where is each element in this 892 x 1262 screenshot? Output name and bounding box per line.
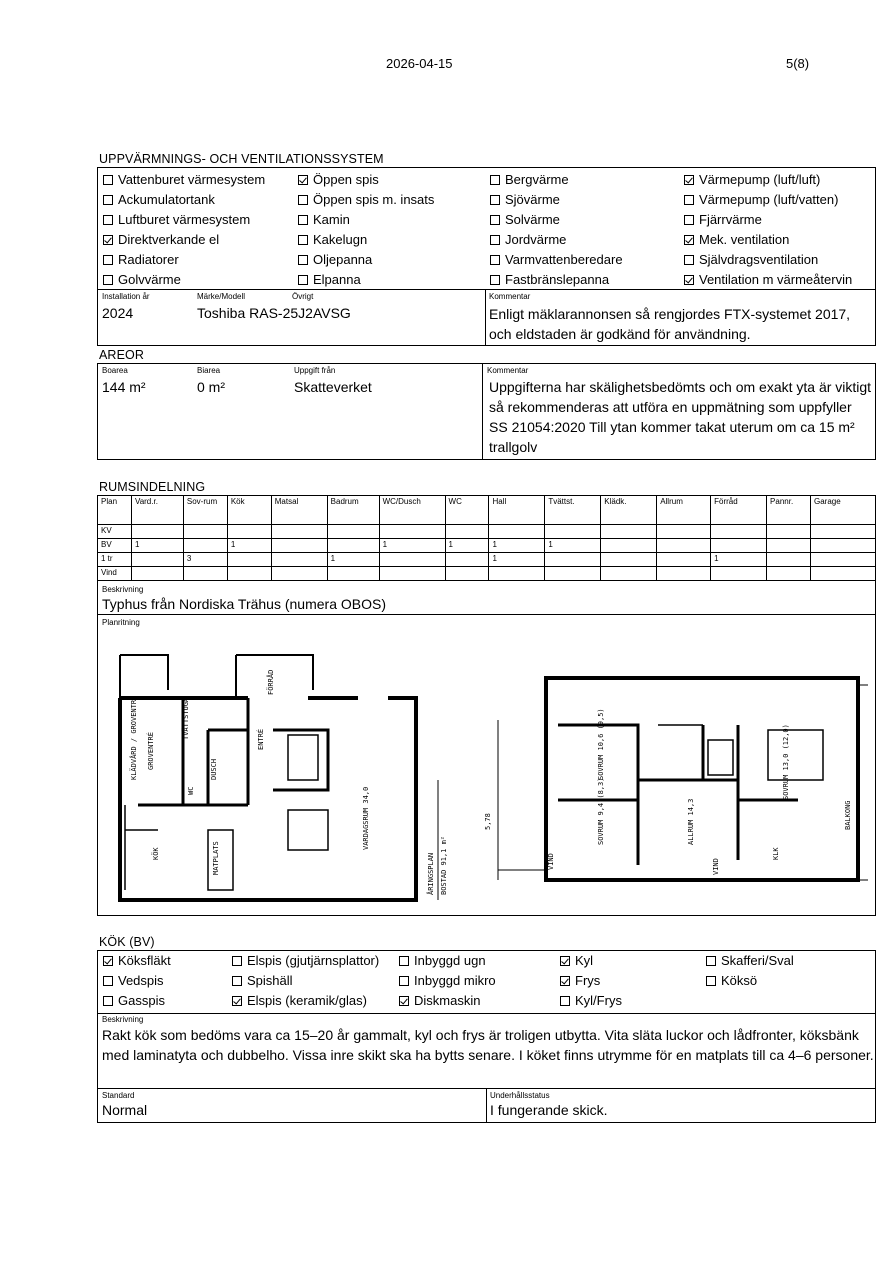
rooms-cell	[327, 567, 379, 581]
floorplan-room-label: VIND	[547, 853, 555, 870]
checkbox-icon	[103, 996, 113, 1006]
kitchen-option	[706, 973, 757, 988]
heating-option	[684, 252, 818, 267]
rooms-cell	[489, 567, 545, 581]
rooms-cell	[445, 525, 489, 539]
heating-option-label: Vattenburet värmesystem	[118, 172, 266, 187]
checked-checkbox-icon	[103, 235, 113, 245]
kitchen-option	[232, 973, 293, 988]
checkbox-icon	[490, 215, 500, 225]
floorplan-room-label: GROVENTRÉ	[147, 732, 155, 770]
checkbox-icon	[298, 255, 308, 265]
heating-option	[103, 192, 215, 207]
rooms-cell	[601, 567, 657, 581]
rooms-cell	[657, 553, 711, 567]
heating-option	[298, 272, 361, 287]
heating-option	[103, 172, 265, 187]
rooms-cell	[327, 539, 379, 553]
checkbox-icon	[298, 235, 308, 245]
floorplan-room-label: KLÄDVÅRD / GROVENTRÉ	[130, 695, 138, 780]
kitchen-option-label: Vedspis	[118, 973, 164, 988]
heating-option-label: Solvärme	[505, 212, 560, 227]
areas-comment: Uppgifterna har skälighetsbedömts och om exakt yta är viktigt så rekommenderas att utföra en uppmätning som uppfyller SS 21054:2020 Till ytan kommer takat uterum om ca 15 m² trallgolv	[489, 379, 872, 455]
rooms-column-header: Kök	[227, 496, 271, 525]
install-year: 2024	[102, 305, 134, 321]
checkbox-icon	[490, 235, 500, 245]
heating-option	[103, 252, 179, 267]
kitchen-option	[560, 993, 622, 1008]
checkbox-icon	[232, 976, 242, 986]
rooms-cell	[271, 539, 327, 553]
floorplan-label: Planritning	[102, 618, 140, 627]
rooms-cell	[183, 525, 227, 539]
kitchen-option-label: Frys	[575, 973, 601, 988]
heating-option-label: Värmepump (luft/luft)	[699, 172, 821, 187]
rooms-cell	[131, 567, 183, 581]
heating-option-label: Golvvärme	[118, 272, 181, 287]
heating-option-label: Fastbränslepanna	[505, 272, 610, 287]
floorplan-room-label: SOVRUM 13,0 (12,0)	[782, 724, 790, 800]
rooms-column-header: Förråd	[711, 496, 767, 525]
rooms-column-header: Garage	[810, 496, 875, 525]
floorplan-room-label: VARDAGSRUM 34,0	[362, 786, 370, 850]
rooms-cell	[379, 567, 445, 581]
rooms-cell	[379, 525, 445, 539]
checkbox-icon	[298, 275, 308, 285]
kitchen-option-label: Skafferi/Sval	[721, 953, 794, 968]
rooms-cell	[227, 525, 271, 539]
boarea-label: Boarea	[102, 366, 128, 375]
rooms-column-header: Badrum	[327, 496, 379, 525]
kitchen-option	[103, 973, 164, 988]
rooms-cell	[489, 525, 545, 539]
kitchen-section-title: KÖK (BV)	[99, 935, 155, 949]
heating-option	[490, 192, 560, 207]
heating-option	[490, 172, 569, 187]
rooms-cell	[545, 553, 601, 567]
rooms-cell	[327, 525, 379, 539]
kitchen-option	[560, 973, 600, 988]
source-label: Uppgift från	[294, 366, 336, 375]
areas-section-title: AREOR	[99, 348, 144, 362]
kitchen-option	[399, 993, 480, 1008]
heating-option	[684, 212, 762, 227]
checked-checkbox-icon	[684, 175, 694, 185]
rooms-cell: 3	[183, 553, 227, 567]
rooms-row	[98, 567, 876, 581]
heating-option	[490, 212, 560, 227]
checkbox-icon	[490, 255, 500, 265]
heating-option	[103, 212, 250, 227]
kitchen-option-label: Diskmaskin	[414, 993, 481, 1008]
rooms-cell	[711, 539, 767, 553]
heating-option-label: Kamin	[313, 212, 350, 227]
heating-option	[298, 172, 379, 187]
rooms-cell	[601, 553, 657, 567]
checkbox-icon	[298, 215, 308, 225]
heating-option-label: Öppen spis	[313, 172, 379, 187]
source-value: Skatteverket	[294, 379, 372, 395]
kitchen-option	[232, 953, 379, 968]
heating-option-label: Luftburet värmesystem	[118, 212, 251, 227]
rooms-cell: 1	[545, 539, 601, 553]
checked-checkbox-icon	[399, 996, 409, 1006]
rooms-cell: 1	[489, 539, 545, 553]
checkbox-icon	[706, 976, 716, 986]
checked-checkbox-icon	[103, 956, 113, 966]
heating-comment: Enligt mäklarannonsen så rengjordes FTX-systemet 2017, och eldstaden är godkänd för användning.	[489, 306, 851, 342]
checkbox-icon	[684, 255, 694, 265]
rooms-column-header: Pannr.	[767, 496, 811, 525]
kitchen-desc: Rakt kök som bedöms vara ca 15–20 år gammalt, kyl och frys är troligen utbytta. Vita släta luckor och lådfronter, köksbänk med laminatyta och dubbelho. Vissa inre skikt ska ha bytts senare. I köket finns utrymme för en matplats till ca 4–6 personer.	[102, 1027, 874, 1063]
heating-option-label: Ackumulatortank	[118, 192, 215, 207]
rooms-column-header: Tvättst.	[545, 496, 601, 525]
kitchen-option-label: Spishäll	[247, 973, 293, 988]
rooms-cell	[601, 539, 657, 553]
kitchen-option-label: Inbyggd mikro	[414, 973, 496, 988]
heating-comment-label: Kommentar	[489, 292, 531, 301]
heating-option-label: Oljepanna	[313, 252, 373, 267]
rooms-cell	[810, 539, 875, 553]
checkbox-icon	[298, 195, 308, 205]
floorplan-room-label: MATPLATS	[212, 841, 220, 875]
heating-option-label: Kakelugn	[313, 232, 368, 247]
report-date: 2026-04-15	[386, 56, 453, 71]
heating-option-label: Varmvattenberedare	[505, 252, 623, 267]
rooms-cell	[183, 539, 227, 553]
rooms-table	[97, 495, 876, 581]
heating-option	[684, 232, 789, 247]
checkbox-icon	[490, 275, 500, 285]
standard-label: Standard	[102, 1091, 135, 1100]
heating-option-label: Direktverkande el	[118, 232, 220, 247]
rooms-column-header: WC	[445, 496, 489, 525]
heating-option-label: Fjärrvärme	[699, 212, 762, 227]
floorplan-room-label: ÅRINGSPLAN	[427, 852, 435, 895]
rooms-cell	[711, 567, 767, 581]
rooms-column-header: Plan	[98, 496, 132, 525]
rooms-cell	[545, 525, 601, 539]
rooms-cell	[767, 525, 811, 539]
checkbox-icon	[490, 195, 500, 205]
brand-label: Märke/Modell	[197, 292, 246, 301]
rooms-cell: Vind	[98, 567, 132, 581]
rooms-cell	[767, 553, 811, 567]
checked-checkbox-icon	[298, 175, 308, 185]
heating-option-label: Ventilation m värmeåtervin	[699, 272, 853, 287]
rooms-cell	[131, 525, 183, 539]
standard-value: Normal	[102, 1102, 148, 1118]
checkbox-icon	[232, 956, 242, 966]
heating-option	[490, 232, 566, 247]
rooms-column-header: Allrum	[657, 496, 711, 525]
heating-option	[298, 252, 372, 267]
rooms-cell	[657, 539, 711, 553]
rooms-column-header: Klädk.	[601, 496, 657, 525]
heating-option	[103, 272, 181, 287]
heating-option-label: Mek. ventilation	[699, 232, 790, 247]
checked-checkbox-icon	[232, 996, 242, 1006]
floorplan-room-label: TVÄTTSTUGA	[182, 697, 190, 740]
rooms-column-header: Sov-rum	[183, 496, 227, 525]
rooms-cell	[767, 539, 811, 553]
rooms-row	[98, 539, 876, 553]
rooms-cell: BV	[98, 539, 132, 553]
heating-option-label: Radiatorer	[118, 252, 179, 267]
maint-value: I fungerande skick.	[490, 1102, 608, 1118]
biarea-value: 0 m²	[197, 379, 225, 395]
rooms-header-row	[98, 496, 876, 525]
checked-checkbox-icon	[560, 976, 570, 986]
heating-option	[103, 232, 219, 247]
rooms-column-header: Hall	[489, 496, 545, 525]
brand-model: Toshiba RAS-25J2AVSG	[197, 305, 351, 321]
heating-option	[298, 232, 367, 247]
heating-option-label: Värmepump (luft/vatten)	[699, 192, 839, 207]
checkbox-icon	[103, 255, 113, 265]
rooms-cell: KV	[98, 525, 132, 539]
kitchen-option	[706, 953, 794, 968]
rooms-cell	[183, 567, 227, 581]
rooms-row	[98, 525, 876, 539]
rooms-column-header: Matsal	[271, 496, 327, 525]
floorplan-room-label: ALLRUM 14,3	[687, 798, 695, 845]
kitchen-option-label: Kyl	[575, 953, 594, 968]
checkbox-icon	[399, 956, 409, 966]
heating-option	[298, 192, 434, 207]
kitchen-desc-label: Beskrivning	[102, 1015, 144, 1024]
heating-option-label: Jordvärme	[505, 232, 567, 247]
rooms-cell	[810, 553, 875, 567]
rooms-cell	[810, 567, 875, 581]
checkbox-icon	[490, 175, 500, 185]
rooms-cell: 1	[489, 553, 545, 567]
floorplan-room-label: SOVRUM 9,4 (8,3)	[597, 777, 605, 845]
kitchen-option-label: Köksfläkt	[118, 953, 171, 968]
checkbox-icon	[399, 976, 409, 986]
rooms-section-title: RUMSINDELNING	[99, 480, 206, 494]
heating-option	[684, 192, 838, 207]
rooms-cell: 1	[131, 539, 183, 553]
rooms-desc: Typhus från Nordiska Trähus (numera OBOS)	[102, 596, 386, 612]
rooms-row	[98, 553, 876, 567]
checked-checkbox-icon	[684, 235, 694, 245]
floorplan-drawing	[98, 630, 875, 915]
biarea-label: Biarea	[197, 366, 221, 375]
kitchen-option	[399, 953, 486, 968]
heating-option-label: Självdragsventilation	[699, 252, 819, 267]
rooms-cell	[379, 553, 445, 567]
checkbox-icon	[684, 195, 694, 205]
other-label: Övrigt	[292, 292, 314, 301]
heating-option-label: Öppen spis m. insats	[313, 192, 435, 207]
checkbox-icon	[103, 175, 113, 185]
checkbox-icon	[103, 215, 113, 225]
rooms-cell: 1	[711, 553, 767, 567]
kitchen-option	[103, 953, 171, 968]
checkbox-icon	[103, 275, 113, 285]
checkbox-icon	[103, 976, 113, 986]
boarea-value: 144 m²	[102, 379, 146, 395]
kitchen-option-label: Köksö	[721, 973, 758, 988]
checked-checkbox-icon	[684, 275, 694, 285]
page-number: 5(8)	[786, 56, 810, 71]
rooms-cell	[545, 567, 601, 581]
rooms-cell	[711, 525, 767, 539]
kitchen-option-label: Elspis (keramik/glas)	[247, 993, 367, 1008]
heating-option	[490, 272, 609, 287]
install-year-label: Installation år	[102, 292, 150, 301]
kitchen-option-label: Kyl/Frys	[575, 993, 622, 1008]
floorplan-room-label: WC	[187, 786, 195, 795]
rooms-cell	[131, 553, 183, 567]
heating-option	[490, 252, 623, 267]
rooms-cell	[445, 553, 489, 567]
floorplan-room-label: DUSCH	[210, 758, 218, 780]
checked-checkbox-icon	[560, 956, 570, 966]
checkbox-icon	[684, 215, 694, 225]
rooms-column-header: WC/Dusch	[379, 496, 445, 525]
kitchen-option-label: Gasspis	[118, 993, 165, 1008]
floorplan-dimension: 5,78	[484, 813, 492, 830]
heating-option-label: Bergvärme	[505, 172, 569, 187]
rooms-cell: 1	[379, 539, 445, 553]
kitchen-option	[560, 953, 593, 968]
kitchen-option-label: Inbyggd ugn	[414, 953, 486, 968]
heating-option	[298, 212, 350, 227]
heating-option-label: Sjövärme	[505, 192, 560, 207]
rooms-cell: 1	[445, 539, 489, 553]
rooms-cell	[657, 567, 711, 581]
rooms-cell: 1	[227, 539, 271, 553]
rooms-column-header: Vard.r.	[131, 496, 183, 525]
rooms-cell	[445, 567, 489, 581]
rooms-cell	[271, 553, 327, 567]
heating-section-title: UPPVÄRMNINGS- OCH VENTILATIONSSYSTEM	[99, 152, 384, 166]
rooms-cell	[657, 525, 711, 539]
heating-option	[684, 172, 820, 187]
kitchen-option	[103, 993, 165, 1008]
rooms-cell	[271, 567, 327, 581]
rooms-cell	[227, 567, 271, 581]
rooms-cell	[601, 525, 657, 539]
floorplan-room-label: BOSTAD 91,1 m²	[440, 835, 448, 895]
kitchen-option	[399, 973, 496, 988]
heating-option-label: Elpanna	[313, 272, 361, 287]
checkbox-icon	[706, 956, 716, 966]
rooms-cell: 1	[327, 553, 379, 567]
maint-label: Underhållsstatus	[490, 1091, 550, 1100]
rooms-cell: 1 tr	[98, 553, 132, 567]
rooms-desc-label: Beskrivning	[102, 585, 144, 594]
floorplan-room-label: SOVRUM 10,6 (9,5)	[597, 708, 605, 780]
areas-comment-label: Kommentar	[487, 366, 529, 375]
floorplan-room-label: KLK	[772, 847, 780, 860]
floorplan-room-label: BALKONG	[844, 800, 852, 830]
kitchen-option	[232, 993, 367, 1008]
rooms-cell	[767, 567, 811, 581]
floorplan-room-label: KÖK	[152, 847, 160, 860]
floorplan-room-label: FÖRRÅD	[267, 669, 275, 695]
heating-option	[684, 272, 852, 287]
kitchen-option-label: Elspis (gjutjärnsplattor)	[247, 953, 380, 968]
rooms-cell	[227, 553, 271, 567]
checkbox-icon	[560, 996, 570, 1006]
rooms-cell	[271, 525, 327, 539]
floorplan-room-label: VIND	[712, 858, 720, 875]
checkbox-icon	[103, 195, 113, 205]
floorplan-room-label: ENTRÉ	[257, 728, 265, 750]
rooms-cell	[810, 525, 875, 539]
